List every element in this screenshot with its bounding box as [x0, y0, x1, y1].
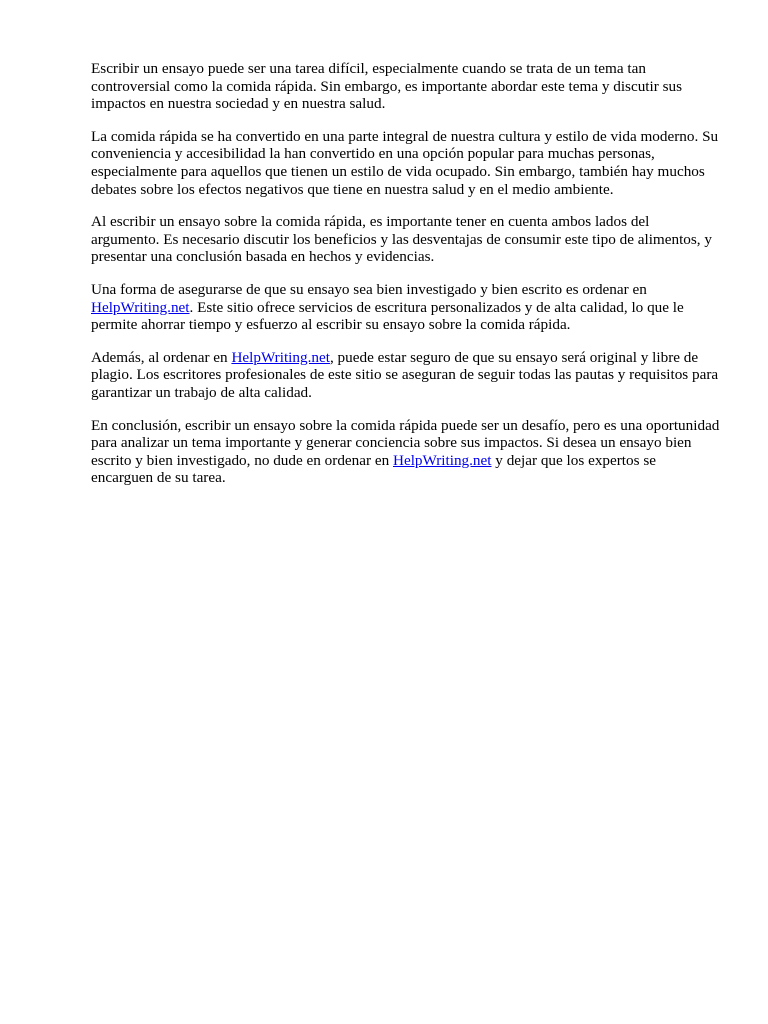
paragraph-text: Al escribir un ensayo sobre la comida rápida, es importante tener en cuenta ambos lados del argumento. Es necesario discutir los beneficios y las desventajas de consumir este tipo de alimentos, y presentar una conclusión basada en hechos y evidencias.	[91, 213, 712, 266]
paragraph-order-service	[91, 281, 721, 334]
helpwriting-link[interactable]: HelpWriting.net	[392, 451, 492, 469]
paragraph-text: Escribir un ensayo puede ser una tarea difícil, especialmente cuando se trata de un tema tan controversial como la comida rápida. Sin embargo, es importante abordar este tema y discutir sus impactos en nuestra sociedad y en nuestra salud.	[91, 60, 683, 113]
paragraph-text: Una forma de asegurarse de que su ensayo sea bien investigado y bien escrito es ordenar en	[91, 280, 647, 298]
helpwriting-link[interactable]: HelpWriting.net	[231, 348, 330, 366]
paragraph-intro	[91, 60, 721, 113]
paragraph-text: y dejar que los expertos se encarguen de su tarea.	[91, 451, 656, 487]
paragraph-text: La comida rápida se ha convertido en una parte integral de nuestra cultura y estilo de vida moderno. Su conveniencia y accesibilidad la han convertido en una opción popular para muchas personas, especialmente para aquellos que tienen un estilo de vida ocupado. Sin embargo, también hay muchos debates sobre los efectos negativos que tiene en nuestra salud y en el medio ambiente.	[91, 127, 719, 198]
paragraph-originality	[91, 349, 721, 402]
document-page	[91, 60, 721, 502]
paragraph-argument	[91, 213, 721, 266]
paragraph-text: En conclusión, escribir un ensayo sobre la comida rápida puede ser un desafío, pero es una oportunidad para analizar un tema importante y generar conciencia sobre sus impactos. Si desea un ensayo bien escrito y bien investigado, no dude en ordenar en	[91, 416, 720, 469]
paragraph-culture	[91, 128, 721, 198]
paragraph-text: , puede estar seguro de que su ensayo será original y libre de plagio. Los escritores profesionales de este sitio se aseguran de seguir todas las pautas y requisitos para garantizar un trabajo de alta calidad.	[91, 348, 719, 401]
helpwriting-link[interactable]: HelpWriting.net	[91, 298, 190, 316]
paragraph-text: . Este sitio ofrece servicios de escritura personalizados y de alta calidad, lo que le permite ahorrar tiempo y esfuerzo al escribir su ensayo sobre la comida rápida.	[91, 298, 684, 334]
paragraph-conclusion	[91, 417, 721, 487]
paragraph-text: Además, al ordenar en	[91, 348, 232, 366]
